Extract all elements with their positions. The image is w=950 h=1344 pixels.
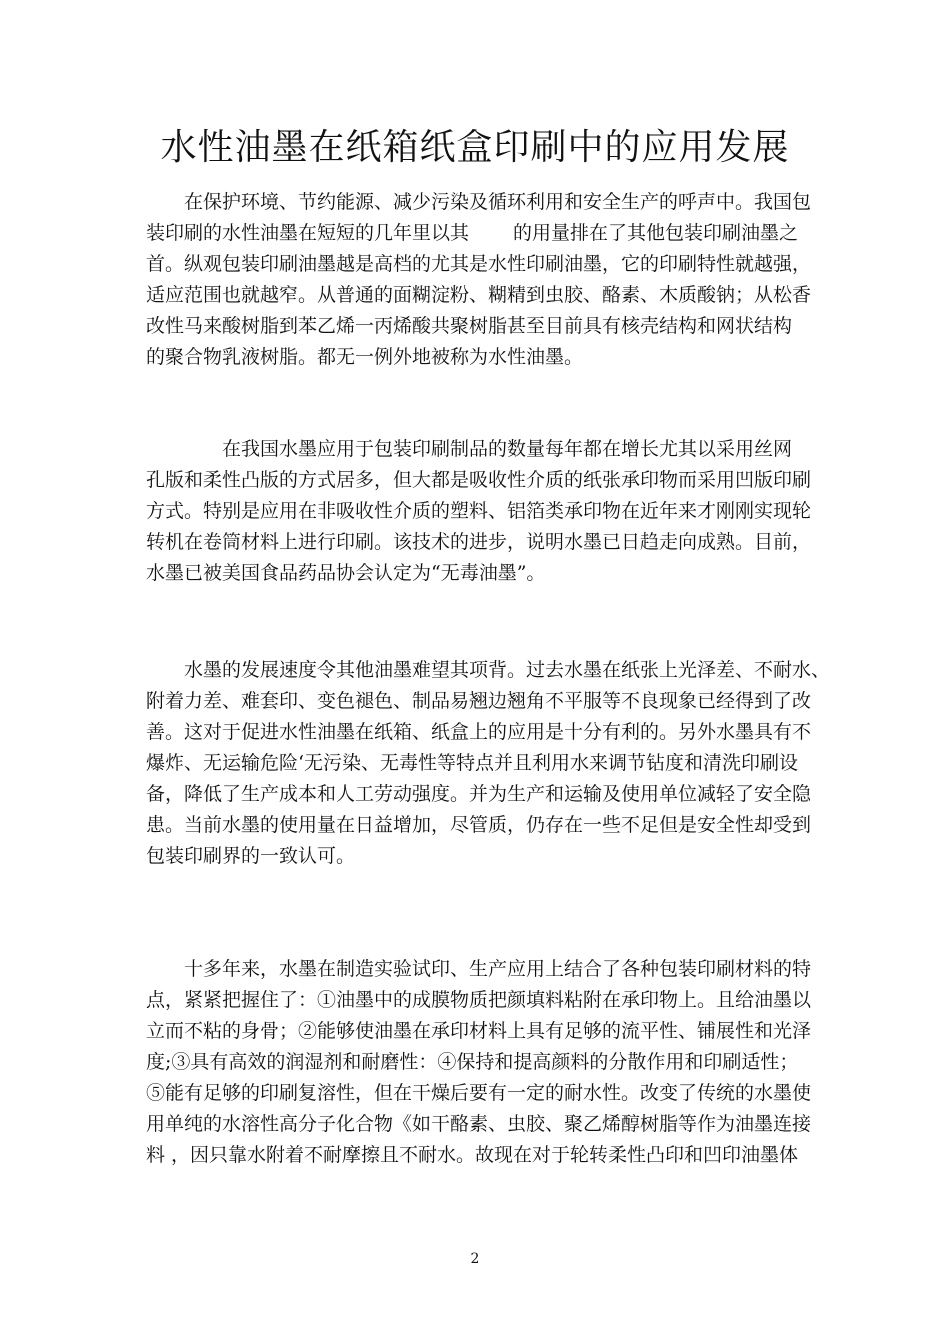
- paragraph-line: 首。纵观包装印刷油墨越是高档的尤其是水性印刷油墨，它的印刷特性就越强，: [146, 253, 812, 275]
- paragraph-line: ⑤能有足够的印刷复溶性，但在干燥后要有一定的耐水性。改变了传统的水墨使: [146, 1082, 812, 1104]
- paragraph-1: [146, 187, 816, 373]
- paragraph-line: 用单纯的水溶性高分子化合物《如干酪素、虫胶、聚乙烯醇树脂等作为油墨连接: [146, 1113, 812, 1135]
- document-title: 水性油墨在纸箱纸盒印刷中的应用发展: [160, 127, 790, 169]
- page-number: 2: [470, 1251, 480, 1267]
- paragraph-3: [146, 655, 831, 872]
- line-segment: 装印刷的水性油墨在短短的几年里以其: [146, 222, 470, 244]
- paragraph-line: 立而不粘的身骨；②能够使油墨在承印材料上具有足够的流平性、铺展性和光泽: [146, 1020, 812, 1042]
- paragraph-line: 备，降低了生产成本和人工劳动强度。并为生产和运输及使用单位减轻了安全隐: [146, 783, 812, 805]
- paragraph-line: 善。这对于促进水性油墨在纸箱、纸盒上的应用是十分有利的。另外水墨具有不: [146, 721, 812, 743]
- paragraph-line: 水墨的发展速度令其他油墨难望其项背。过去水墨在纸张上光泽差、不耐水、: [184, 659, 831, 681]
- paragraph-line: 孔版和柔性凸版的方式居多，但大都是吸收性介质的纸张承印物而采用凹版印刷: [146, 469, 812, 491]
- paragraph-line: [146, 218, 816, 249]
- paragraph-line: 十多年来，水墨在制造实验试印、生产应用上结合了各种包装印刷材料的特: [184, 958, 812, 980]
- paragraph-line: 改性马来酸树脂到苯乙烯一丙烯酸共聚树脂甚至目前具有核壳结构和网状结构: [146, 315, 793, 337]
- paragraph-line: 水墨已被美国食品药品协会认定为“无毒油墨”。: [146, 562, 546, 584]
- paragraph-line: 附着力差、难套印、变色褪色、制品易翘边翘角不平服等不良现象已经得到了改: [146, 690, 812, 712]
- paragraph-line: 包装印刷界的一致认可。: [146, 845, 356, 867]
- paragraph-line: 转机在卷筒材料上进行印刷。该技术的进步，说明水墨已日趋走向成熟。目前，: [146, 531, 812, 553]
- line-segment: 的用量排在了其他包装印刷油墨之: [513, 222, 799, 244]
- paragraph-2: [146, 434, 816, 589]
- paragraph-line: 爆炸、无运输危险‘无污染、无毒性等特点并且利用水来调节钻度和清洗印刷设: [146, 752, 799, 774]
- paragraph-line: 适应范围也就越窄。从普通的面糊淀粉、糊精到虫胶、酪素、木质酸钠；从松香: [146, 284, 812, 306]
- paragraph-line: 的聚合物乳液树脂。都无一例外地被称为水性油墨。: [146, 346, 584, 368]
- paragraph-line: 方式。特别是应用在非吸收性介质的塑料、铝箔类承印物在近年来才刚刚实现轮: [146, 500, 812, 522]
- paragraph-line: 点，紧紧把握住了：①油墨中的成膜物质把颜填料粘附在承印物上。且给油墨以: [146, 989, 812, 1011]
- paragraph-line: 度;③具有高效的润湿剂和耐磨性：④保持和提高颜料的分散作用和印刷适性；: [146, 1051, 799, 1073]
- paragraph-4: [146, 954, 816, 1171]
- paragraph-line: 在我国水墨应用于包装印刷制品的数量每年都在增长尤其以采用丝网: [222, 438, 793, 460]
- paragraph-line: 在保护环境、节约能源、减少污染及循环利用和安全生产的呼声中。我国包: [184, 191, 812, 213]
- paragraph-line: 患。当前水墨的使用量在日益增加，尽管质，仍存在一些不足但是安全性却受到: [146, 814, 812, 836]
- paragraph-line: 料 ，因只靠水附着不耐摩擦且不耐水。故现在对于轮转柔性凸印和凹印油墨体: [146, 1144, 799, 1166]
